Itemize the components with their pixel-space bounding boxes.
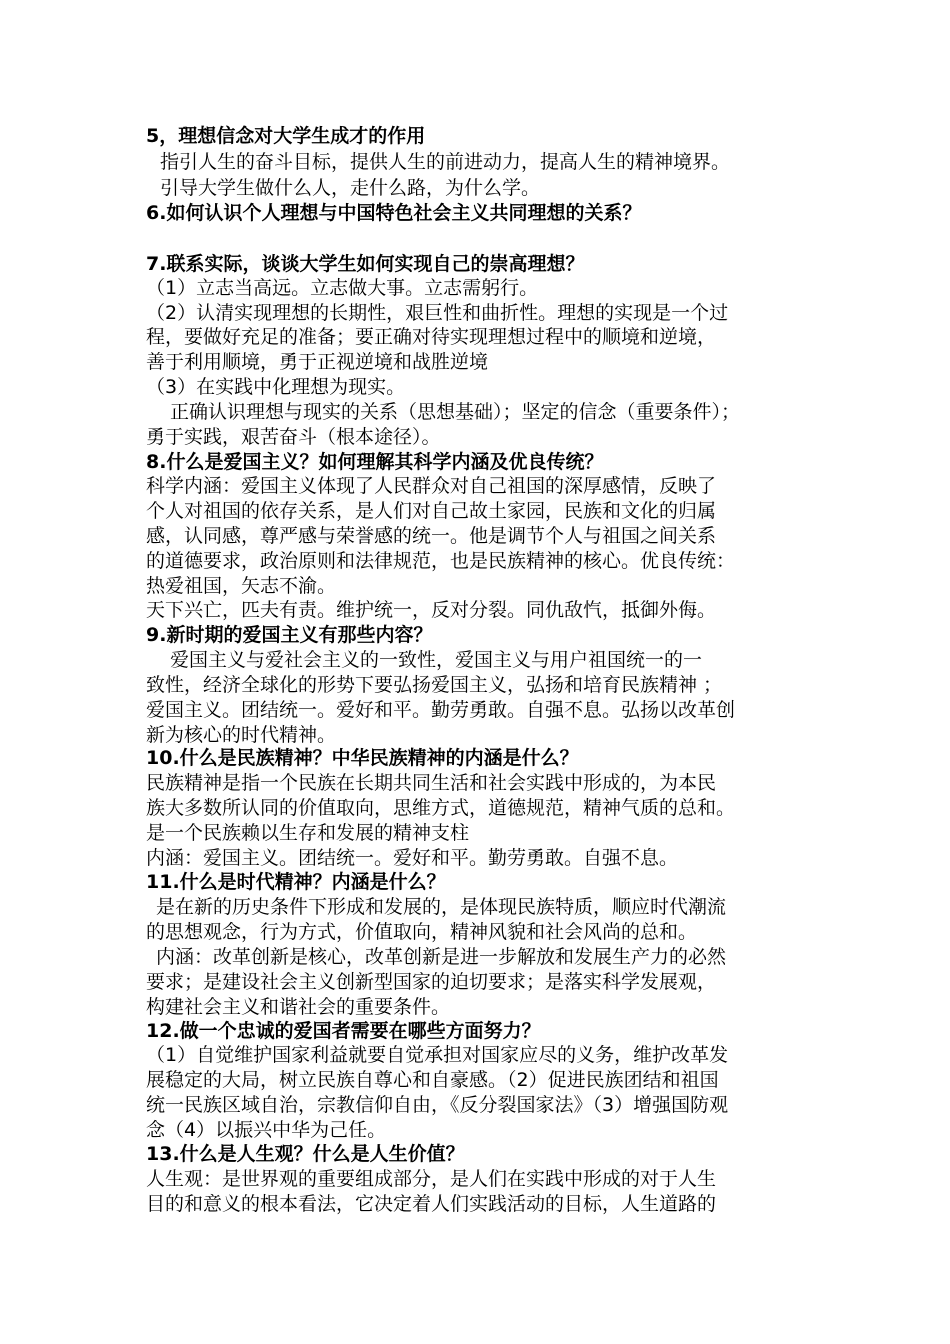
paragraph-line: （3）在实践中化理想为现实。 <box>146 376 406 398</box>
paragraph-line: （1）立志当高远。立志做大事。立志需躬行。 <box>146 277 539 299</box>
paragraph-line: 目的和意义的根本看法，它决定着人们实践活动的目标，人生道路的 <box>146 1193 717 1215</box>
heading-q9: 9.新时期的爱国主义有那些内容？ <box>146 624 433 646</box>
paragraph-line: 程，要做好充足的准备；要正确对待实现理想过程中的顺境和逆境， <box>146 326 717 348</box>
paragraph-line: 新为核心的时代精神。 <box>146 724 337 746</box>
paragraph-line: （2）认清实现理想的长期性，艰巨性和曲折性。理想的实现是一个过 <box>146 302 729 324</box>
paragraph-line: 爱国主义与爱社会主义的一致性，爱国主义与用户祖国统一的一 <box>170 649 703 671</box>
paragraph-line: 族大多数所认同的价值取向，思维方式，道德规范，精神气质的总和。 <box>146 797 736 819</box>
heading-q11: 11.什么是时代精神？内涵是什么？ <box>146 871 446 893</box>
paragraph-line: 内涵：改革创新是核心，改革创新是进一步解放和发展生产力的必然 <box>156 946 727 968</box>
paragraph-line: 科学内涵：爱国主义体现了人民群众对自己祖国的深厚感情，反映了 <box>146 475 717 497</box>
paragraph-line: （1）自觉维护国家利益就要自觉承担对国家应尽的义务，维护改革发 <box>146 1044 729 1066</box>
paragraph-line: 正确认识理想与现实的关系（思想基础）；坚定的信念（重要条件）； <box>170 401 741 423</box>
paragraph-line: 是在新的历史条件下形成和发展的，是体现民族特质，顺应时代潮流 <box>156 896 727 918</box>
paragraph-line: 统一民族区域自治，宗教信仰自由，《反分裂国家法》（3）增强国防观 <box>146 1094 729 1116</box>
paragraph-line: 个人对祖国的依存关系，是人们对自己故土家园，民族和文化的归属 <box>146 500 717 522</box>
heading-q10: 10.什么是民族精神？中华民族精神的内涵是什么？ <box>146 747 579 769</box>
heading-q6: 6.如何认识个人理想与中国特色社会主义共同理想的关系？ <box>146 202 642 224</box>
paragraph-line: 致性，经济全球化的形势下要弘扬爱国主义，弘扬和培育民族精神 ； <box>146 674 723 696</box>
paragraph-line: 构建社会主义和谐社会的重要条件。 <box>146 996 451 1018</box>
paragraph-line: 的道德要求，政治原则和法律规范，也是民族精神的核心。优良传统： <box>146 550 736 572</box>
heading-q12: 12.做一个忠诚的爱国者需要在哪些方面努力？ <box>146 1020 541 1042</box>
paragraph-line: 引导大学生做什么人，走什么路，为什么学。 <box>160 177 541 199</box>
paragraph-line: 热爱祖国，矢志不渝。 <box>146 575 337 597</box>
heading-q8: 8.什么是爱国主义？如何理解其科学内涵及优良传统？ <box>146 451 604 473</box>
paragraph-line: 指引人生的奋斗目标，提供人生的前进动力，提高人生的精神境界。 <box>160 151 731 173</box>
heading-q7: 7.联系实际，谈谈大学生如何实现自己的崇高理想？ <box>146 253 585 275</box>
paragraph-line: 的思想观念，行为方式，价值取向，精神风貌和社会风尚的总和。 <box>146 921 698 943</box>
paragraph-line: 是一个民族赖以生存和发展的精神支柱 <box>146 822 470 844</box>
paragraph-line: 感，认同感，尊严感与荣誉感的统一。他是调节个人与祖国之间关系 <box>146 525 717 547</box>
heading-q5: 5，理想信念对大学生成才的作用 <box>146 125 426 147</box>
paragraph-line: 展稳定的大局，树立民族自尊心和自豪感。（2）促进民族团结和祖国 <box>146 1069 719 1091</box>
paragraph-line: 内涵：爱国主义。团结统一。爱好和平。勤劳勇敢。自强不息。 <box>146 847 679 869</box>
paragraph-line: 民族精神是指一个民族在长期共同生活和社会实践中形成的，为本民 <box>146 772 717 794</box>
paragraph-line: 念（4）以振兴中华为己任。 <box>146 1119 387 1141</box>
paragraph-line: 天下兴亡，匹夫有责。维护统一，反对分裂。同仇敌忾，抵御外侮。 <box>146 599 717 621</box>
paragraph-line: 勇于实践，艰苦奋斗（根本途径）。 <box>146 426 441 448</box>
paragraph-line: 善于利用顺境，勇于正视逆境和战胜逆境 <box>146 351 489 373</box>
heading-q13: 13.什么是人生观？什么是人生价值？ <box>146 1143 465 1165</box>
paragraph-line: 爱国主义。团结统一。爱好和平。勤劳勇敢。自强不息。弘扬以改革创 <box>146 699 736 721</box>
paragraph-line: 人生观：是世界观的重要组成部分，是人们在实践中形成的对于人生 <box>146 1168 717 1190</box>
paragraph-line: 要求；是建设社会主义创新型国家的迫切要求；是落实科学发展观， <box>146 971 717 993</box>
